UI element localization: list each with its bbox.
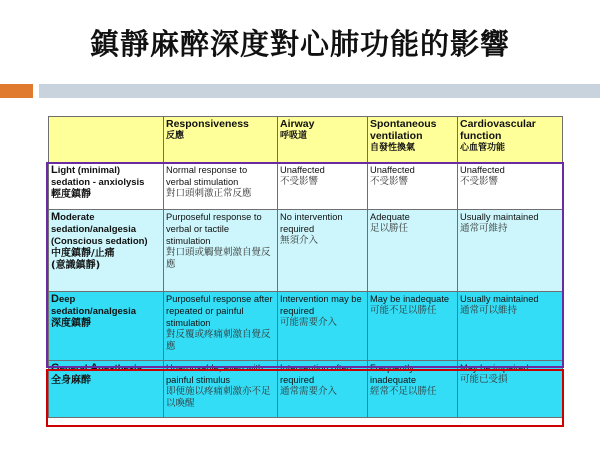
header-airway [278,117,368,163]
cell-en: May be inadequate [370,294,450,304]
cell-en: Purposeful response after repeated or painful stimulation [166,294,273,328]
cell-zh: 可能需要介入 [280,317,338,328]
row-head-zh: 全身麻醉 [51,375,91,386]
header-airway-en: Airway [280,118,315,130]
row-head-line2: sedation - anxiolysis [51,177,145,188]
header-airway-zh: 呼吸道 [280,131,308,141]
cell-zh: 不受影響 [280,176,319,187]
slide-title: 鎮靜麻醉深度對心肺功能的影響 [89,27,510,61]
table-row-deep [49,292,563,361]
header-corner-cell [49,117,164,163]
row-head-text: ight (minimal) [57,165,121,176]
cell-zh: 即便施以疼痛刺激亦不足以喚醒 [166,386,271,409]
row-head-line2: sedation/analgesia [51,224,137,235]
cell-responsiveness [164,361,278,418]
cell-zh: 可能不足以勝任 [370,305,437,316]
cell-en: Unarousable, even with painful stimulus [166,363,264,385]
cell-cardio [458,163,563,210]
cell-en: Intervention may be required [280,294,362,316]
cell-zh: 不受影響 [460,176,499,187]
row-head-moderate [49,210,164,292]
cell-responsiveness [164,163,278,210]
title-accent-bar [0,84,33,98]
row-head-zh: 中度鎮靜/止痛 [51,248,115,259]
cell-en: Intervention often required [280,363,352,385]
table-row-moderate [49,210,563,292]
cell-en: Purposeful response to verbal or tactile stimulation [166,212,262,246]
cell-en: No intervention required [280,212,343,234]
cell-en: May be impaired [460,363,529,373]
cell-en: Frequently inadequate [370,363,417,385]
cell-en: Unaffected [280,165,325,175]
row-head-zh2: (意識鎮靜) [51,260,101,271]
row-head-zh: 深度鎮靜 [51,318,91,329]
cell-en: Usually maintained [460,294,539,304]
row-head-initial2: A [90,362,99,374]
row-head-initial: M [51,211,61,223]
row-head-initial: G [51,362,60,374]
row-head-light [49,163,164,210]
cell-airway [278,292,368,361]
row-head-zh: 輕度鎮靜 [51,189,91,200]
cell-cardio [458,210,563,292]
cell-zh: 不受影響 [370,176,409,187]
row-head-text: eneral [59,363,91,374]
header-cardio-en2: function [460,130,502,142]
header-cardio [458,117,563,163]
header-cardio-zh: 心血管功能 [460,143,506,153]
header-ventilation-zh: 自發性換氣 [370,143,416,153]
cell-zh: 對口頭或觸覺刺激自覺反應 [166,247,271,270]
cell-zh: 通常可以維持 [460,305,518,316]
row-head-line3: (Conscious sedation) [51,236,148,247]
cell-zh: 無須介入 [280,235,319,246]
cell-ventilation [368,210,458,292]
sedation-depth-table [48,116,563,418]
row-head-initial: L [51,164,58,176]
cell-zh: 通常可維持 [460,223,508,234]
cell-en: Usually maintained [460,212,539,222]
table-header-row [49,117,563,163]
cell-en: Unaffected [370,165,415,175]
title-divider-bar [39,84,600,98]
row-head-text: oderate [60,212,95,223]
cell-zh: 對口頭刺激正常反應 [166,188,252,199]
cell-zh: 經常不足以勝任 [370,386,437,397]
cell-ventilation [368,361,458,418]
cell-airway [278,361,368,418]
header-responsiveness-en: Responsiveness [166,118,249,130]
cell-responsiveness [164,210,278,292]
cell-cardio [458,292,563,361]
cell-en: Adequate [370,212,410,222]
row-head-text: eep [58,294,76,305]
header-ventilation-en1: Spontaneous [370,118,437,130]
cell-ventilation [368,292,458,361]
cell-responsiveness [164,292,278,361]
cell-en: Unaffected [460,165,505,175]
header-ventilation [368,117,458,163]
cell-en: Normal response to verbal stimulation [166,165,248,187]
row-head-initial: D [51,293,59,305]
row-head-general [49,361,164,418]
row-head-line2: sedation/analgesia [51,306,137,317]
header-responsiveness [164,117,278,163]
cell-zh: 對反覆或疼痛刺激自覺反應 [166,329,271,352]
header-cardio-en1: Cardiovascular [460,118,536,130]
cell-airway [278,210,368,292]
header-ventilation-en2: ventilation [370,130,423,142]
table-row-general [49,361,563,418]
row-head-text2: nesthesia [98,363,142,374]
table-row-light [49,163,563,210]
cell-ventilation [368,163,458,210]
cell-airway [278,163,368,210]
header-responsiveness-zh: 反應 [166,131,185,141]
cell-cardio [458,361,563,418]
cell-zh: 通常需要介入 [280,386,338,397]
row-head-deep [49,292,164,361]
cell-zh: 可能已受損 [460,374,508,385]
cell-zh: 足以勝任 [370,223,409,234]
